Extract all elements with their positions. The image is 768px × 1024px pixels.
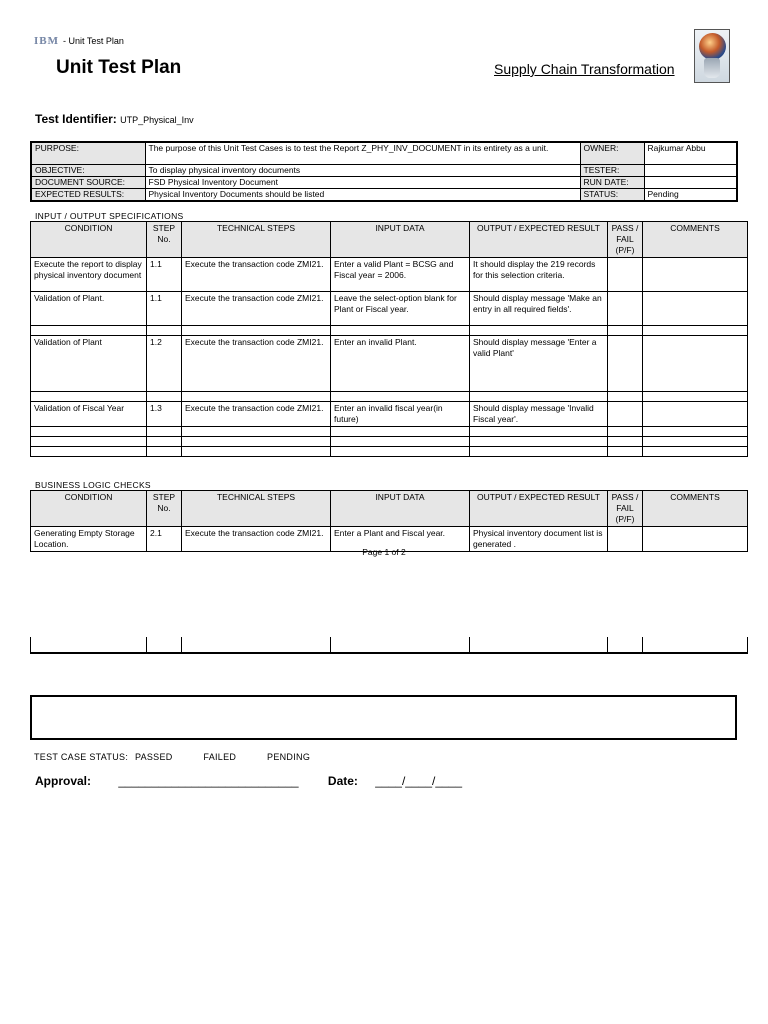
table-cell bbox=[331, 392, 470, 402]
expected-value: Physical Inventory Documents should be listed bbox=[145, 188, 580, 201]
table-row bbox=[31, 402, 748, 427]
table-fragment bbox=[30, 637, 748, 654]
table-cell bbox=[643, 392, 748, 402]
table-cell bbox=[643, 402, 748, 427]
status-value: Pending bbox=[644, 188, 737, 201]
table-cell: Execute the transaction code ZMI21. bbox=[182, 336, 331, 392]
bl-section-label: BUSINESS LOGIC CHECKS bbox=[35, 480, 151, 490]
table-cell: Validation of Plant bbox=[31, 336, 147, 392]
column-header: CONDITION bbox=[31, 222, 147, 258]
table-cell bbox=[182, 392, 331, 402]
table-cell bbox=[608, 258, 643, 292]
table-cell bbox=[470, 326, 608, 336]
table-cell bbox=[147, 427, 182, 437]
table-cell bbox=[331, 437, 470, 447]
table-cell bbox=[470, 392, 608, 402]
table-row bbox=[31, 292, 748, 326]
table-cell: Enter an invalid Plant. bbox=[331, 336, 470, 392]
approval-label: Approval: bbox=[35, 774, 92, 788]
table-cell bbox=[470, 447, 608, 457]
table-row bbox=[31, 326, 748, 336]
meta-table bbox=[30, 141, 738, 202]
table-cell bbox=[331, 427, 470, 437]
table-cell bbox=[182, 447, 331, 457]
tester-label: TESTER: bbox=[580, 164, 644, 176]
doc-header bbox=[34, 35, 124, 47]
test-identifier-label: Test Identifier: bbox=[35, 112, 117, 126]
table-cell bbox=[643, 292, 748, 326]
purpose-label: PURPOSE: bbox=[31, 142, 145, 164]
date-label: Date: bbox=[327, 774, 358, 788]
table-cell bbox=[608, 392, 643, 402]
table-cell bbox=[31, 326, 147, 336]
table-cell bbox=[182, 427, 331, 437]
table-cell: Should display message 'Invalid Fiscal year'. bbox=[470, 402, 608, 427]
objective-value: To display physical inventory documents bbox=[145, 164, 580, 176]
status-passed: PASSED bbox=[134, 752, 173, 762]
status-label-text: TEST CASE STATUS: bbox=[34, 752, 129, 762]
table-row bbox=[31, 437, 748, 447]
table-row bbox=[31, 392, 748, 402]
column-header: PASS / FAIL (P/F) bbox=[608, 222, 643, 258]
tester-value bbox=[644, 164, 737, 176]
status-failed: FAILED bbox=[203, 752, 237, 762]
table-cell bbox=[182, 326, 331, 336]
ibm-logo: IBM bbox=[34, 35, 59, 47]
table-cell bbox=[608, 437, 643, 447]
column-header: OUTPUT / EXPECTED RESULT bbox=[470, 491, 608, 527]
source-label: DOCUMENT SOURCE: bbox=[31, 176, 145, 188]
table-cell: Execute the transaction code ZMI21. bbox=[182, 402, 331, 427]
table-cell: 2.1 bbox=[147, 527, 182, 552]
rundate-label: RUN DATE: bbox=[580, 176, 644, 188]
table-cell bbox=[31, 427, 147, 437]
table-cell: Validation of Fiscal Year bbox=[31, 402, 147, 427]
column-header: COMMENTS bbox=[643, 491, 748, 527]
owner-label: OWNER: bbox=[580, 142, 644, 164]
table-cell: Enter a Plant and Fiscal year. bbox=[331, 527, 470, 552]
column-header: OUTPUT / EXPECTED RESULT bbox=[470, 222, 608, 258]
table-cell bbox=[608, 326, 643, 336]
test-identifier bbox=[35, 112, 194, 126]
column-header: PASS / FAIL (P/F) bbox=[608, 491, 643, 527]
table-cell bbox=[643, 258, 748, 292]
table-cell bbox=[331, 326, 470, 336]
table-cell bbox=[331, 447, 470, 457]
table-cell: Execute the report to display physical inventory document bbox=[31, 258, 147, 292]
table-cell bbox=[608, 427, 643, 437]
source-value: FSD Physical Inventory Document bbox=[145, 176, 580, 188]
table-cell bbox=[147, 392, 182, 402]
globe-in-hand-icon bbox=[694, 29, 730, 83]
table-cell bbox=[643, 447, 748, 457]
table-cell bbox=[182, 437, 331, 447]
table-cell: Should display message 'Make an entry in all required fields'. bbox=[470, 292, 608, 326]
table-cell: 1.3 bbox=[147, 402, 182, 427]
rundate-value bbox=[644, 176, 737, 188]
table-cell: Physical inventory document list is generated . bbox=[470, 527, 608, 552]
table-cell: 1.1 bbox=[147, 292, 182, 326]
table-cell: Execute the transaction code ZMI21. bbox=[182, 258, 331, 292]
table-cell bbox=[608, 292, 643, 326]
table-cell bbox=[31, 437, 147, 447]
table-cell: Validation of Plant. bbox=[31, 292, 147, 326]
column-header: TECHNICAL STEPS bbox=[182, 491, 331, 527]
table-row bbox=[31, 258, 748, 292]
table-row bbox=[31, 427, 748, 437]
page-title: Unit Test Plan bbox=[56, 57, 182, 78]
table-cell bbox=[643, 437, 748, 447]
date-line: ____/____/____ bbox=[375, 774, 463, 788]
table-cell: 1.2 bbox=[147, 336, 182, 392]
table-cell bbox=[608, 447, 643, 457]
table-cell bbox=[147, 437, 182, 447]
io-table bbox=[30, 221, 748, 457]
column-header: CONDITION bbox=[31, 491, 147, 527]
table-cell bbox=[643, 336, 748, 392]
doc-name: - Unit Test Plan bbox=[63, 36, 124, 46]
column-header: INPUT DATA bbox=[331, 222, 470, 258]
project-name: Supply Chain Transformation bbox=[494, 61, 675, 77]
owner-value: Rajkumar Abbu bbox=[644, 142, 737, 164]
table-cell: Execute the transaction code ZMI21. bbox=[182, 292, 331, 326]
business-logic-table bbox=[30, 490, 748, 552]
table-cell: Leave the select-option blank for Plant or Fiscal year. bbox=[331, 292, 470, 326]
approval-line: ___________________________ bbox=[118, 774, 299, 788]
table-row bbox=[31, 336, 748, 392]
table-cell bbox=[643, 326, 748, 336]
approval-row bbox=[35, 774, 462, 788]
expected-label: EXPECTED RESULTS: bbox=[31, 188, 145, 201]
table-cell: Enter an invalid fiscal year(in future) bbox=[331, 402, 470, 427]
objective-label: OBJECTIVE: bbox=[31, 164, 145, 176]
test-identifier-value: UTP_Physical_Inv bbox=[120, 115, 194, 125]
column-header: COMMENTS bbox=[643, 222, 748, 258]
purpose-value: The purpose of this Unit Test Cases is to test the Report Z_PHY_INV_DOCUMENT in its entirety as a unit. bbox=[145, 142, 580, 164]
page-number: Page 1 of 2 bbox=[362, 547, 406, 557]
column-header: STEP No. bbox=[147, 491, 182, 527]
table-cell bbox=[608, 336, 643, 392]
column-header: INPUT DATA bbox=[331, 491, 470, 527]
table-cell bbox=[147, 447, 182, 457]
column-header: TECHNICAL STEPS bbox=[182, 222, 331, 258]
table-cell: 1.1 bbox=[147, 258, 182, 292]
table-cell bbox=[147, 326, 182, 336]
status-pending: PENDING bbox=[267, 752, 311, 762]
column-header: STEP No. bbox=[147, 222, 182, 258]
io-section-label: INPUT / OUTPUT SPECIFICATIONS bbox=[35, 211, 184, 221]
table-cell bbox=[470, 427, 608, 437]
table-cell bbox=[470, 437, 608, 447]
table-cell bbox=[31, 447, 147, 457]
table-cell: Enter a valid Plant = BCSG and Fiscal year = 2006. bbox=[331, 258, 470, 292]
status-label: STATUS: bbox=[580, 188, 644, 201]
table-cell bbox=[643, 427, 748, 437]
test-case-status bbox=[34, 752, 338, 762]
table-cell: Should display message 'Enter a valid Plant' bbox=[470, 336, 608, 392]
notes-box bbox=[30, 695, 737, 740]
table-row bbox=[31, 447, 748, 457]
table-cell: Generating Empty Storage Location. bbox=[31, 527, 147, 552]
table-cell bbox=[608, 402, 643, 427]
table-cell: Execute the transaction code ZMI21. bbox=[182, 527, 331, 552]
table-cell: It should display the 219 records for this selection criteria. bbox=[470, 258, 608, 292]
table-cell bbox=[31, 392, 147, 402]
